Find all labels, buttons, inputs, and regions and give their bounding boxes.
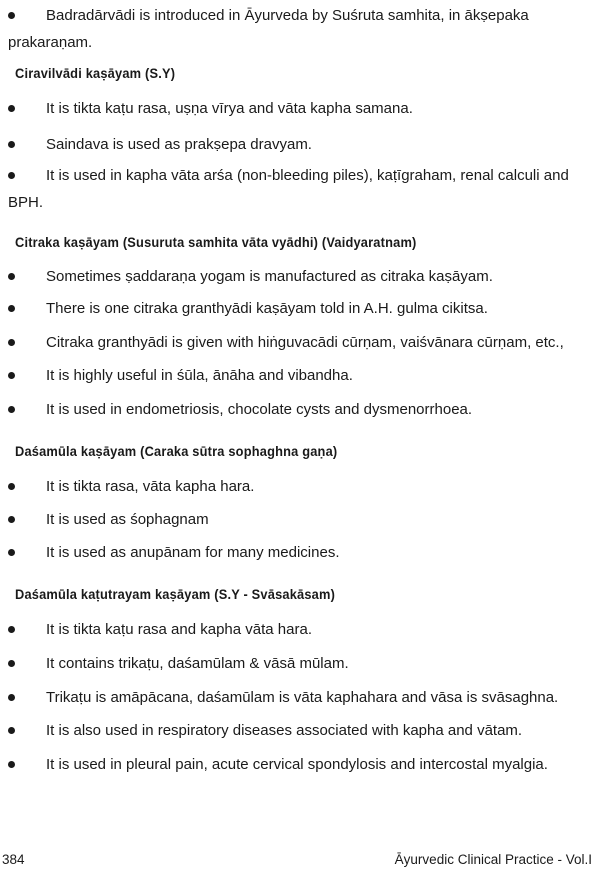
bullet-text: It is used in endometriosis, chocolate cysts and dysmenorrhoea. xyxy=(46,401,473,418)
bullet-icon xyxy=(8,626,15,633)
bullet-icon xyxy=(8,105,15,112)
list-item xyxy=(8,506,594,533)
list-item xyxy=(8,2,594,56)
section-heading: Ciravilvādi kaṣāyam (S.Y) xyxy=(15,66,176,81)
running-footer-title: Āyurvedic Clinical Practice - Vol.I xyxy=(394,852,592,867)
bullet-text: It is highly useful in śūla, ānāha and vibandha. xyxy=(46,367,353,384)
page-number: 384 xyxy=(2,852,25,867)
bullet-text: It is used as anupānam for many medicines. xyxy=(46,544,340,561)
list-item xyxy=(8,131,594,158)
list-item xyxy=(8,162,594,216)
section-heading: Citraka kaṣāyam (Susuruta samhita vāta vyādhi) (Vaidyaratnam) xyxy=(15,235,417,250)
bullet-text: It is also used in respiratory diseases associated with kapha and vātam. xyxy=(46,722,523,739)
bullet-icon xyxy=(8,339,15,346)
bullet-text: Sometimes ṣaddaraṇa yogam is manufactured as citraka kaṣāyam. xyxy=(46,268,493,285)
bullet-icon xyxy=(8,406,15,413)
list-item xyxy=(8,717,594,744)
bullet-icon xyxy=(8,141,15,148)
bullet-text: It is used in kapha vāta arśa (non-bleeding piles), kaṭīgraham, renal calculi and BPH. xyxy=(8,167,569,211)
bullet-text: Badradārvādi is introduced in Āyurveda by Suśruta samhita, in ākṣepaka prakaraṇam. xyxy=(8,7,529,51)
bullet-text: It is tikta kaṭu rasa and kapha vāta hara. xyxy=(46,621,312,638)
bullet-icon xyxy=(8,727,15,734)
bullet-icon xyxy=(8,660,15,667)
list-item xyxy=(8,396,594,423)
list-item xyxy=(8,329,594,356)
bullet-text: Citraka granthyādi is given with hiṅguvacādi cūrṇam, vaiśvānara cūrṇam, etc., xyxy=(46,334,564,351)
list-item xyxy=(8,616,594,643)
list-item xyxy=(8,263,594,290)
bullet-icon xyxy=(8,516,15,523)
bullet-icon xyxy=(8,12,15,19)
list-item xyxy=(8,650,594,677)
bullet-text: It is used in pleural pain, acute cervical spondylosis and intercostal myalgia. xyxy=(46,756,548,773)
bullet-icon xyxy=(8,372,15,379)
list-item xyxy=(8,95,594,122)
list-item xyxy=(8,751,594,778)
bullet-icon xyxy=(8,172,15,179)
list-item xyxy=(8,684,594,711)
list-item xyxy=(8,539,594,566)
bullet-text: It is tikta kaṭu rasa, uṣṇa vīrya and vāta kapha samana. xyxy=(46,100,413,117)
list-item xyxy=(8,295,594,322)
section-heading: Daśamūla kaṣāyam (Caraka sūtra sophaghna gaṇa) xyxy=(15,444,338,459)
bullet-icon xyxy=(8,694,15,701)
bullet-text: There is one citraka granthyādi kaṣāyam told in A.H. gulma cikitsa. xyxy=(46,300,488,317)
bullet-text: It is tikta rasa, vāta kapha hara. xyxy=(46,478,255,495)
bullet-icon xyxy=(8,761,15,768)
bullet-icon xyxy=(8,273,15,280)
bullet-text: It contains trikaṭu, daśamūlam & vāsā mūlam. xyxy=(46,655,349,672)
bullet-icon xyxy=(8,549,15,556)
list-item xyxy=(8,362,594,389)
section-heading: Daśamūla kaṭutrayam kaṣāyam (S.Y - Svāsakāsam) xyxy=(15,587,336,602)
bullet-text: Saindava is used as prakṣepa dravyam. xyxy=(46,136,312,153)
bullet-text: It is used as śophagnam xyxy=(46,511,209,528)
bullet-text: Trikaṭu is amāpācana, daśamūlam is vāta kaphahara and vāsa is svāsaghna. xyxy=(46,689,559,706)
bullet-icon xyxy=(8,483,15,490)
list-item xyxy=(8,473,594,500)
bullet-icon xyxy=(8,305,15,312)
